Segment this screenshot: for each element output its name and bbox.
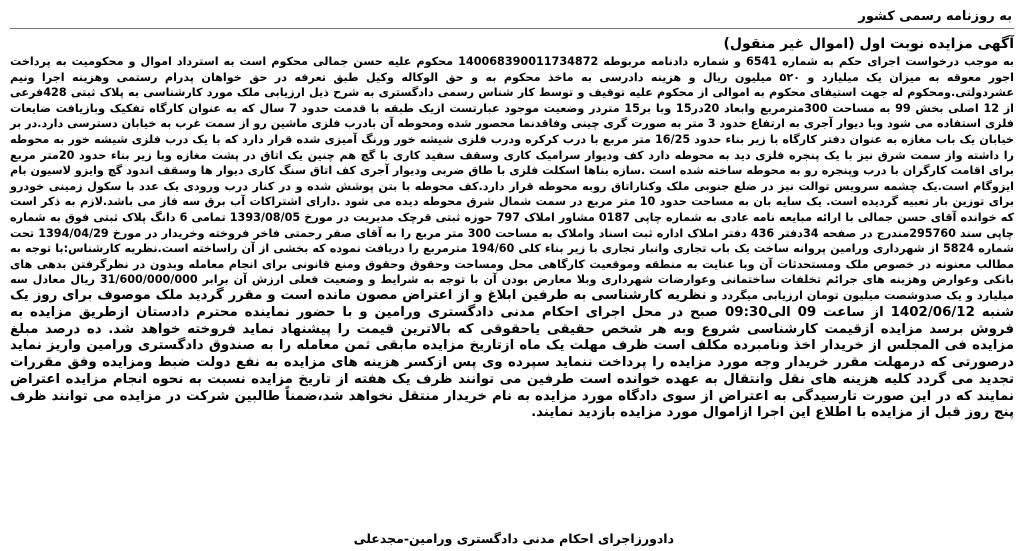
notice-signature: دادورزاجرای احکام مدنی دادگستری ورامین-مجدعلی	[353, 531, 674, 546]
notice-title: آگهی مزایده نوبت اول (اموال غیر منقول)	[723, 36, 1014, 52]
notice-body	[10, 54, 1014, 422]
notice-paragraph-main: به موجب درخواست اجرای حکم به شماره 6541 و شماره دادنامه مربوطه 140068390011734872 محکوم علیه حسن جمالی محکوم است به استرداد اموال و محکومیت به پرداخت اجور معوقه به میزان یک میلیارد و ۵۲۰ میلیون ریال و هزینه دادرسی به ماخذ محکوم به و حق الوکاله وکیل طبق تعرفه در حق خواهان پدرام رستمی وهزینه اجرا ونیم عشردولتی.ومحکوم له جهت استیفای محکوم به اموالی از محکوم علیه توقیف و توسط کار شناس رسمی دادگستری به شرح ذیل ارزیابی ملک مورد کارشناسی به پلاک ثبتی 428فرعی از 12 اصلی بخش 99 به مساحت 300مترمربع وابعاد 20در15 وبا بر15 متردر وضعیت موجود عبارتست ازیک طبقه با قدمت حدود 7 سال که به عنوان کارگاه تفکیک وبازیافت ضایعات فلزی استفاده می شود وبا دیوار آجری به ارتفاع حدود 3 متر به صورت گری چینی وفاقدنما محصور شده ومحوطه آن بادرب فلزی ماشین رو از سمت غرب به خیابان دسترسی دارد.در بر خیابان یک باب مغازه به عنوان دفتر کارگاه با زیر بناء حدود 16/25 متر مربع با درب کرکره ودرب فلزی شیشه خور ورنگ آمیزی شده قرار دارد که با یک درب فلزی شیشه خور به محوطه را داشته واز سمت شرق نیز با یک پنجره فلزی دید به محوطه دارد کف ودیوار سرامیک کاری وسقف سفید کاری با گچ هم چنین یک اتاق در پشت مغازه وبا زیر بناء حدود 20متر مربع برای اقامت کارگران با درب وپنجره رو به محوطه ساخته شده است .سازه بناها اسکلت فلزی با طاق ضربی ودیوار آجری کف اتاق سنگ کاری دیوار ها وسقف اندود گچ وایزو لاسیون بام ایزوگام است.یک چشمه سرویس توالت نیز در ضلع جنوبی ملک وکناراتاق روبه محوطه قرار دارد.کف محوطه با بتن پوشش شده و در کنار درب ورودی یک عدد با سکول زمینی خودرو برای توزین بار تعبیه گردیده است. یک سایه بان به مساحت حدود 10 متر مربع در سمت شمال شرق محوطه دیده می شود .دارای اشتراکات آب برق سه فاز می باشد.لازم به ذکر است که خوانده آقای حسن جمالی با ارائه مبایعه نامه عادی به شماره چاپی 0187 مشاور املاک 797 حوزه ثبتی قرچک مدیریت در مورخ 1393/08/05 تمامی 6 دانگ پلاک ثبتی فوق به شماره چاپی سند 295760مندرج در صفحه 34دفتر 436 دفتر املاک اداره ثبت اسناد واملاک به مساحت 300 متر مربع را به آقای صفر رحمتی فاخر فروخته وخریدار در مورخ 1394/04/29 تحت شماره 5824 از شهرداری ورامین پروانه ساخت یک باب تجاری وانبار تجاری با زیر بناء کلی 194/60 مترمربع را دریافت نموده که بخشی از آن راساخته است.نظریه کارشناس:با توجه به مطالب معنونه در خصوص ملک ومستحدثات آن وبا عنایت به منطقه وموقعیت کارگاهی محل ومساحت وحقوق وحقوق ومنع قانونی برای انجام معامله وبدون در نظرگرفتن بدهی های بانکی وعوارض وهزینه های جرائم تخلفات ساختمانی وعوارضات شهرداری وبلا معارض بودن آن با توجه به شرایط و وضعیت فعلی ارزش آن برابر 31/600/000/000 ریال معادل سه میلیارد و یک صدوشصت میلیون تومان ارزیابی میگردد و	[10, 55, 1015, 302]
newspaper-header: به روزنامه رسمی کشور	[858, 9, 1012, 24]
header-divider	[10, 28, 1014, 29]
notice-paragraph-emphasis: نظریه کارشناسی به طرفین ابلاغ و از اعتراض مصون مانده است و مقرر گردید ملک موصوف برای روز یک شنبه 1402/06/12 از ساعت 09 الی09:30 صبح در محل اجرای احکام مدنی دادگستری ورامین و با حضور نماینده محترم دادستان ازطریق مزایده به فروش برسد مزایده ازقیمت کارشناسی شروع وبه هر شخص حقیقی یاحقوقی که بالاترین قیمت را پیشنهاد نماید فروخته خواهد شد. ده درصد مبلغ مزایده فی المجلس از خریدار اخذ ونامبرده مکلف است ظرف مهلت یک ماه ازتاریخ مزایده مابقی ثمن معامله را به صندوق دادگستری ورامین واریز نماید درصورتی که درمهلت مقرر خریدار وجه مورد مزایده را پرداخت ننماید سپرده وی پس ازکسر هزینه های مزایده به نفع دولت ضبط ومزایده وفق مقررات تجدید می گردد کلیه هزینه های نقل وانتقال به عهده خوانده است طرفین می توانند ظرف یک هفته از تاریخ مزایده نسبت به نحوه انجام مزایده اعتراض نمایند که در این صورت تارسیدگی به اعتراض از سوی دادگاه مورد مزایده به نام خریدار منتقل نخواهد شد،ضمناً طالبین شرکت در مزایده می توانند ظرف پنج روز قبل از مزایده با اطلاع این اجرا ازاموال مورد مزایده بازدید نمایند.	[10, 287, 1014, 421]
